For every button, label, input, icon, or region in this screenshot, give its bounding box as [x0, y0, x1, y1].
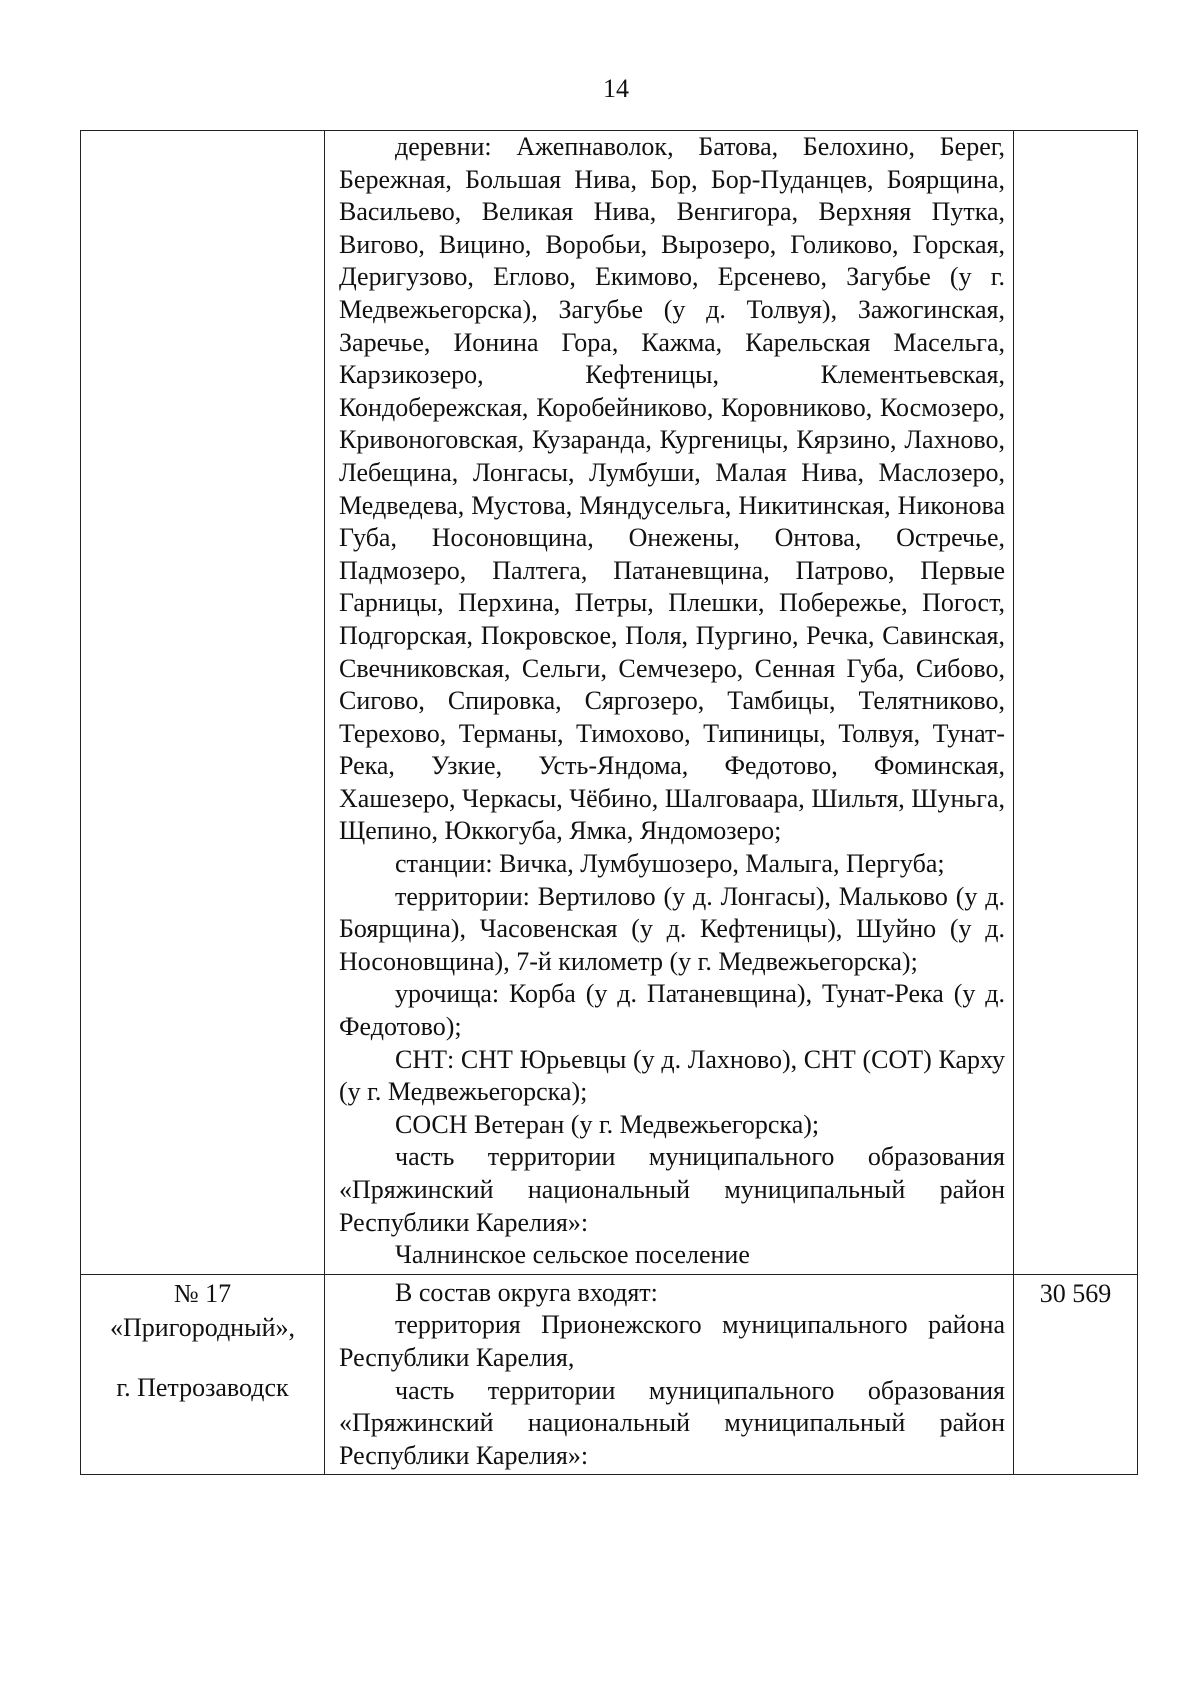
paragraph-prionezhsky: территория Прионежского муниципального района Республики Карелия,: [339, 1310, 1005, 1372]
territory-cell: [325, 1274, 1014, 1475]
district-cell: [81, 1274, 325, 1475]
district-center: г. Петрозаводск: [116, 1372, 289, 1402]
voters-count: [1014, 131, 1137, 133]
voters-cell: [1014, 1274, 1138, 1475]
paragraph-villages: деревни: Ажепнаволок, Батова, Белохино, Берег, Бережная, Большая Нива, Бор, Бор-Пуданцев, Боярщина, Васильево, Великая Нива, Венгигора, Верхняя Путка, Вигово, Вицино, Воробьи, Вырозеро, Голиково, Горская, Деригузово, Еглово, Екимово, Ерсенево, Загубье (у г. Медвежьегорска), Загубье (у д. Толвуя), Зажогинская, Заречье, Ионина Гора, Кажма, Карельская Масельга, Карзикозеро, Кефтеницы, Клементьевская, Кондобережская, Коробейниково, Коровниково, Космозеро, Кривоноговская, Кузаранда, Кургеницы, Кярзино, Лахново, Лебещина, Лонгасы, Лумбуши, Малая Нива, Маслозеро, Медведева, Мустова, Мяндусельга, Никитинская, Никонова Губа, Носоновщина, Онежены, Онтова, Остречье, Падмозеро, Палтега, Патаневщина, Патрово, Первые Гарницы, Перхина, Петры, Плешки, Побережье, Погост, Подгорская, Покровское, Поля, Пургино, Речка, Савинская, Свечниковская, Сельги, Семчезеро, Сенная Губа, Сибово, Сигово, Спировка, Сяргозеро, Тамбицы, Телятниково, Терехово, Терманы, Тимохово, Типиницы, Толвуя, Тунат-Река, Узкие, Усть-Яндома, Федотово, Фоминская, Хашезеро, Черкасы, Чёбино, Шалговаара, Шильтя, Шуньга, Щепино, Юккогуба, Ямка, Яндомозеро;: [339, 132, 1005, 846]
paragraph-municipal-part: часть территории муниципального образования «Пряжинский национальный муниципальный район Республики Карелия»:: [339, 1375, 1005, 1470]
page-number: 14: [603, 74, 629, 103]
territory-cell: [325, 131, 1014, 1275]
districts-table: [80, 130, 1138, 1475]
paragraph-tracts: урочища: Корба (у д. Патаневщина), Тунат-Река (у д. Федотово);: [339, 979, 1005, 1042]
voters-count: 30 569: [1039, 1278, 1112, 1308]
paragraph-sosn: СОСН Ветеран (у г. Медвежьегорска);: [395, 1109, 820, 1139]
district-number: № 17: [173, 1278, 232, 1308]
territory-text: [325, 131, 1013, 1274]
voters-cell: [1014, 131, 1138, 1275]
paragraph-territories: территории: Вертилово (у д. Лонгасы), Мальково (у д. Боярщина), Часовенская (у д. Кефтеницы), Шуйно (у д. Носоновщина), 7-й километр (у г. Медвежьегорска);: [339, 881, 1005, 976]
paragraph-stations: станции: Вичка, Лумбушозеро, Малыга, Пергуба;: [395, 849, 945, 879]
paragraph-settlement: Чалнинское сельское поселение: [395, 1240, 750, 1270]
district-cell: [81, 131, 325, 1275]
territory-text: [325, 1275, 1013, 1475]
paragraph-municipal-part: часть территории муниципального образования «Пряжинский национальный муниципальный район Республики Карелия»:: [339, 1142, 1005, 1237]
district-name: «Пригородный»,: [110, 1312, 295, 1342]
district-label: [81, 131, 324, 133]
table-row: [81, 1274, 1138, 1475]
district-label: [81, 1275, 324, 1405]
table-row: [81, 131, 1138, 1275]
paragraph-snt: СНТ: СНТ Юрьевцы (у д. Лахново), СНТ (СОТ) Карху (у г. Медвежьегорска);: [339, 1044, 1005, 1107]
paragraph-composition: В состав округа входят:: [395, 1277, 658, 1307]
